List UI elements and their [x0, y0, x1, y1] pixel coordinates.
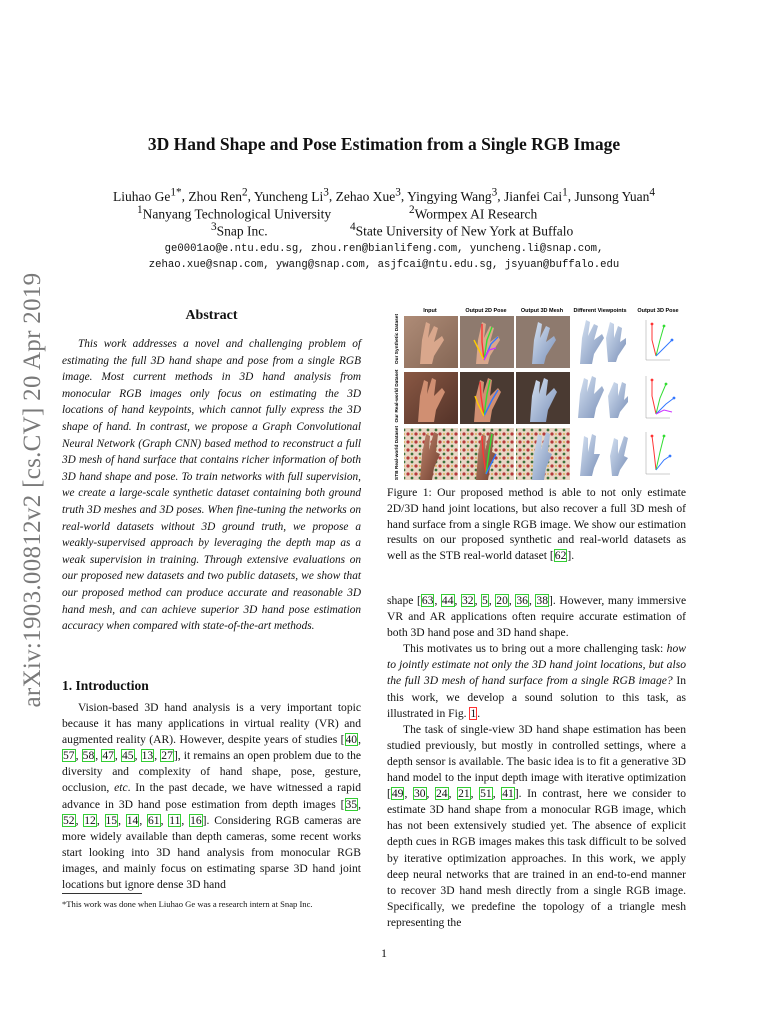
affiliation-4: $^4$State University of New York at Buffalo [350, 221, 574, 239]
citation-link[interactable]: 24 [436, 787, 448, 801]
citation-link[interactable]: 51 [480, 787, 492, 801]
fig-col-label-input: Input [423, 308, 437, 314]
citation-link[interactable]: 62 [554, 549, 567, 563]
citation-link[interactable]: 47 [102, 749, 114, 763]
citation-link[interactable]: 52 [63, 813, 75, 827]
email-line-1[interactable]: ge0001ao@e.ntu.edu.sg, zhou.ren@bianlifeng.com, yuncheng.li@snap.com, [164, 243, 604, 255]
citation-link[interactable]: 45 [121, 749, 134, 763]
footnote-rule [62, 893, 142, 894]
fig-col-label-3d-mesh: Output 3D Mesh [520, 308, 564, 314]
author-3: Yuncheng Li$^3$ [253, 186, 329, 204]
fig-row-realworld [404, 372, 675, 424]
citation-link[interactable]: 13 [141, 749, 154, 763]
figure-1-graphic [390, 304, 688, 480]
citation-group-2: 35, 52, 12, 15, 14, 61, 11, 16 [63, 797, 361, 827]
citation-link[interactable]: 15 [105, 813, 118, 827]
paragraph-right-3: The task of single-view 3D hand shape estimation has been studied previously, but mostly in controlled settings, where a depth sensor is available. The basic idea is to fit a generative 3D hand model to the input depth image with iterative optimization [49, 30, 24, 21, 51, 41]. In contrast, here we consider to estimate 3D hand shape from a monocular RGB image, which has not been extensively studied yet. The absence of explicit depth cues in RGB images makes this task difficult to be solved by iterative optimization approaches. In this work, we apply deep neural networks that are trained in an end-to-end manner to recover 3D hand mesh directly from a single RGB image. Specifically, we predefine the topology of a triangle mesh representing the [387, 722, 686, 929]
citation-link[interactable]: 58 [82, 749, 95, 763]
citation-link[interactable]: 30 [413, 787, 426, 801]
author-1: Liuhao $Ge^{1*}$ [113, 186, 182, 204]
section-introduction-heading: 1. Introduction [62, 678, 149, 693]
figure-1-caption: Figure 1: Our proposed method is able to not only estimate 2D/3D hand joint locations, but also recover a full 3D mesh of hand surface from a single RGB image. We show our estimation results on our proposed synthetic and real-world datasets as well as the STB real-world dataset [62]. [387, 486, 686, 563]
citation-link[interactable]: 21 [458, 787, 470, 801]
author-list: Liuhao $Ge^{1*}$, Zhou Ren$^2$, Yuncheng Li$^3$, Zehao Xue$^3$, Yingying Wang$^3$, Jianfei Cai$^1$, Junsong Yuan$^4$ [113, 186, 655, 204]
affiliation-2: $^2$Wormpex AI Research [409, 204, 538, 222]
author-7: Junsong Yuan$^4$ [574, 186, 655, 204]
citation-link[interactable]: 35 [345, 797, 358, 811]
abstract-body: This work addresses a novel and challenging problem of estimating the full 3D hand shape and pose from a single RGB image. Most current methods in 3D hand analysis from monocular RGB images only focus on estimating the 3D locations of hand keypoints, which cannot fully express the 3D shape of hand. In contrast, we propose a Graph Convolutional Neural Network (Graph CNN) based method to reconstruct a full 3D mesh of hand surface that contains richer information of both 3D hand shape and pose. To train networks with full supervision, we create a large-scale synthetic dataset containing both ground truth 3D meshes and 3D poses. When fine-tuning the networks on real-world datasets without 3D ground truth, we propose a weakly-supervised approach by leveraging the depth map as a weak supervision in training. Through extensive evaluations on our proposed new datasets and two public datasets, we show that our proposed method can produce accurate and reasonable 3D hand mesh, and can achieve superior 3D hand pose estimation accuracy when compared with state-of-the-art methods. [62, 338, 361, 633]
arxiv-stamp [8, 270, 58, 710]
figure-1 [390, 304, 688, 480]
citation-link[interactable]: 20 [496, 594, 508, 607]
fig-row-synthetic [404, 316, 673, 368]
affiliation-3: $^3$Snap Inc. [211, 221, 268, 239]
author-6: Jianfei Cai$^1$ [504, 186, 568, 204]
fig-col-label-3d-pose: Output 3D Pose [637, 308, 679, 314]
paragraph-right-1: shape [63, 44, 32, 5, 20, 36, 38]. However, many immersive VR and AR applications often require accurate estimation of both 3D hand pose and 3D hand shape. [387, 594, 687, 640]
fig-row-label-stb: STB Real-world Dataset [395, 425, 400, 480]
fig-row-label-realworld: Our Real-world Dataset [395, 369, 400, 423]
footnote: *This work was done when Liuhao Ge was a research intern at Snap Inc. [62, 899, 313, 909]
arxiv-id-text: arXiv:1903.00812v2 [cs.CV] 20 Apr 2019 [19, 272, 46, 708]
citation-link[interactable]: 5 [482, 594, 488, 607]
citation-link[interactable]: 57 [63, 749, 75, 763]
citation-link[interactable]: 36 [516, 594, 528, 607]
fig-row-stb [404, 428, 671, 480]
citation-link[interactable]: 61 [148, 813, 160, 827]
citation-link[interactable]: 14 [126, 813, 139, 827]
author-5: Yingying Wang$^3$ [407, 186, 498, 204]
citation-link[interactable]: 38 [536, 594, 549, 607]
page-number: 1 [381, 946, 387, 960]
citation-link[interactable]: 27 [161, 749, 173, 763]
abstract-heading: Abstract [185, 308, 238, 323]
fig-row-label-synthetic: Our Synthetic Dataset [395, 313, 400, 365]
introduction-paragraph: Vision-based 3D hand analysis is a very important topic because it has many applications in virtual reality (VR) and augmented reality (AR). However, despite years of studies [40, 57, 58, 47, 45, 13, 27], it remains an open problem due to the diversity and complexity of hand shape, pose, gesture, occlusion, etc. In the past decade, we have witnessed a rapid advance in 3D hand pose estimation from depth images [35, 52, 12, 15, 14, 61, 11, 16]. Considering RGB cameras are more widely available than depth cameras, some recent works start looking into 3D hand analysis from monocular RGB images, and mainly focus on estimating sparse 3D hand joint locations but ignore dense 3D hand [62, 701, 362, 892]
fig-col-label-2d-pose: Output 2D Pose [465, 308, 507, 314]
citation-link[interactable]: 12 [84, 813, 96, 827]
figure-ref-link[interactable]: 1 [470, 706, 477, 720]
citation-link[interactable]: 11 [169, 813, 181, 827]
citation-link[interactable]: 63 [421, 594, 434, 607]
author-4: Zehao Xue$^3$ [335, 186, 401, 204]
citation-link[interactable]: 49 [391, 787, 404, 801]
citation-link[interactable]: 32 [461, 594, 474, 607]
fig-col-label-viewpoints: Different Viewpoints [573, 308, 627, 314]
citation-group-1: 40, 57, 58, 47, 45, 13, 27 [63, 733, 361, 763]
author-2: Zhou Ren$^2$ [188, 186, 248, 204]
citation-link[interactable]: 40 [345, 733, 358, 747]
right-column-text [387, 593, 686, 931]
email-line-2[interactable]: zehao.xue@snap.com, ywang@snap.com, asjfcai@ntu.edu.sg, jsyuan@buffalo.edu [148, 259, 620, 271]
citation-link[interactable]: 16 [190, 813, 202, 827]
citation-link[interactable]: 44 [441, 594, 454, 607]
paper-title: 3D Hand Shape and Pose Estimation from a Single RGB Image [147, 134, 621, 154]
paragraph-right-2: This motivates us to bring out a more challenging task: how to jointly estimate not only the 3D hand joint locations, but also the full 3D mesh of hand surface from a single RGB image? In this work, we develop a sound solution to this task, as illustrated in Fig. 1. [387, 642, 687, 720]
citation-link[interactable]: 41 [502, 787, 514, 801]
affiliation-1: $^1$Nanyang Technological University [137, 204, 332, 222]
